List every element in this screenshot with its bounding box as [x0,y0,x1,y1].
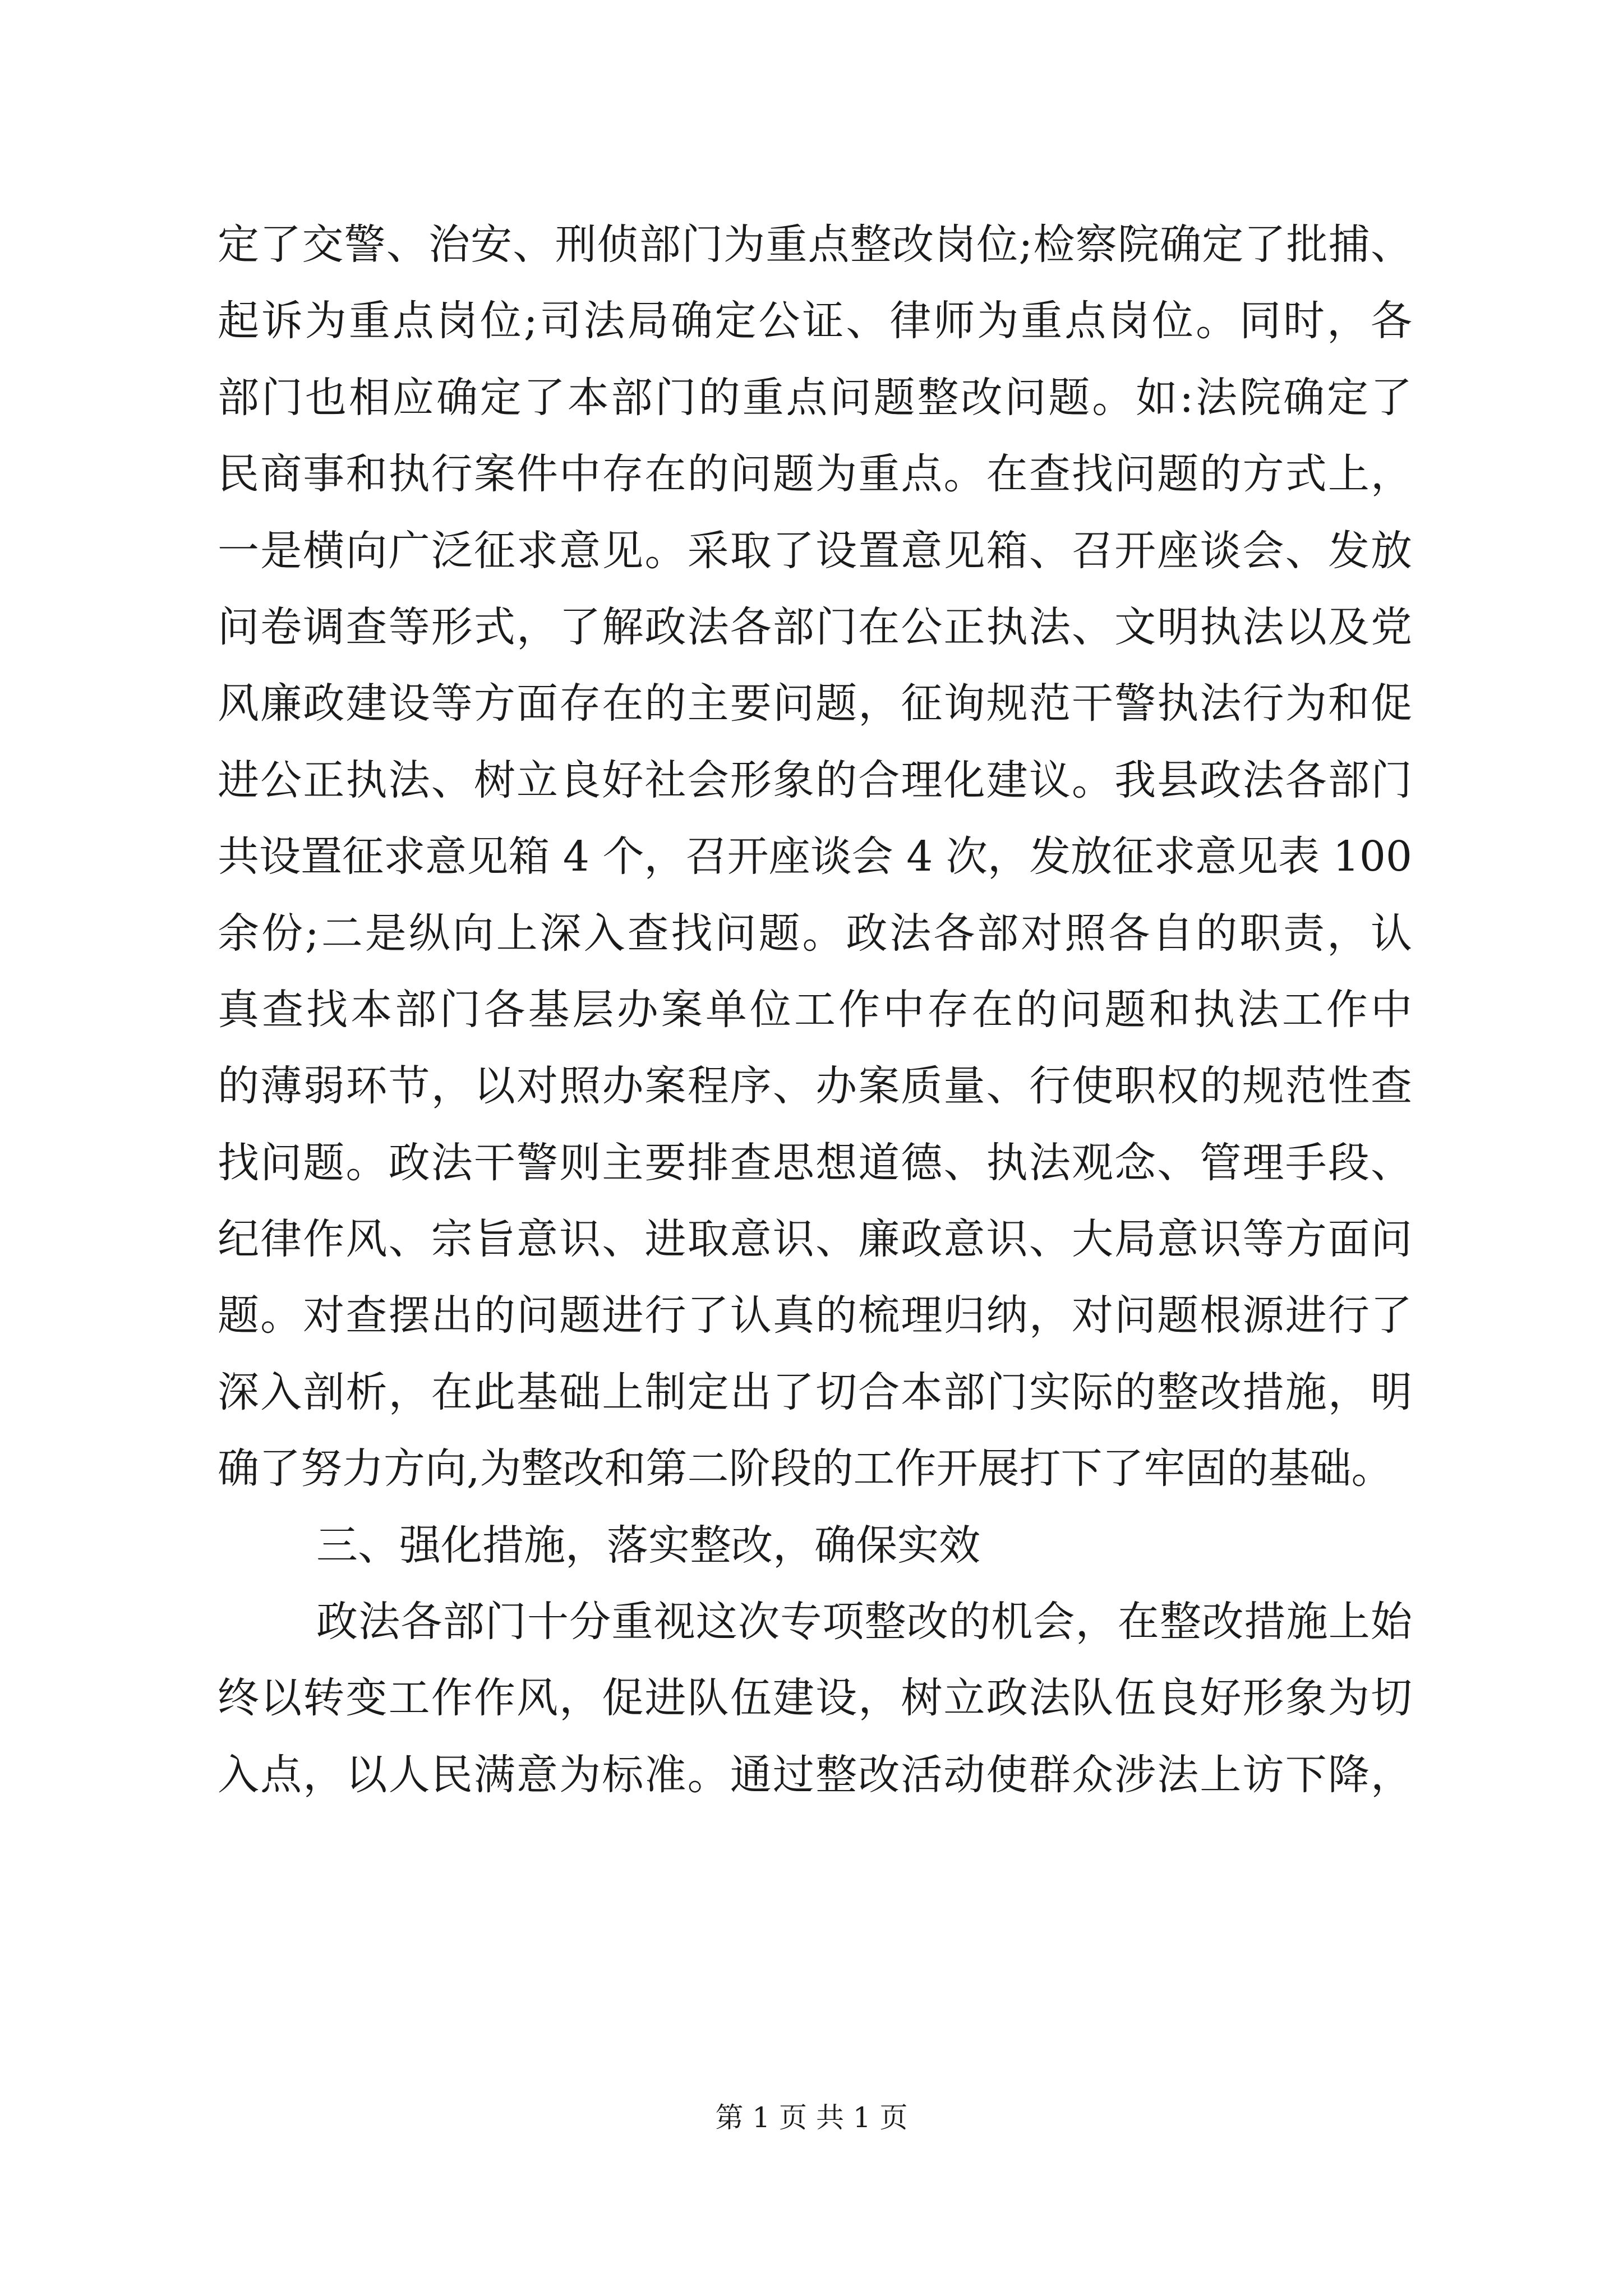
text-line-12: 的薄弱环节，以对照办案程序、办案质量、行使职权的规范性查 [218,1062,1412,1111]
text-line-20: 终以转变工作作风，促进队伍建设，树立政法队伍良好形象为切 [218,1674,1412,1723]
text-line-3: 部门也相应确定了本部门的重点问题整改问题。如:法院确定了 [218,373,1412,422]
text-line-6: 问卷调查等形式，了解政法各部门在公正执法、文明执法以及党 [218,602,1412,651]
text-line-9: 共设置征求意见箱 4 个，召开座谈会 4 次，发放征求意见表 100 [218,832,1412,881]
text-line-19: 政法各部门十分重视这次专项整改的机会，在整改措施上始 [316,1598,1412,1646]
text-line-21: 入点，以人民满意为标准。通过整改活动使群众涉法上访下降， [218,1750,1412,1799]
text-line-13: 找问题。政法干警则主要排查思想道德、执法观念、管理手段、 [218,1138,1412,1187]
text-line-11: 真查找本部门各基层办案单位工作中存在的问题和执法工作中 [218,985,1412,1034]
text-line-5: 一是横向广泛征求意见。采取了设置意见箱、召开座谈会、发放 [218,526,1412,575]
page-number-footer: 第 1 页 共 1 页 [715,2101,908,2134]
body-text [218,206,1412,1813]
text-line-17: 确了努力方向,为整改和第二阶段的工作开展打下了牢固的基础。 [218,1444,1393,1493]
text-line-15: 题。对查摆出的问题进行了认真的梳理归纳，对问题根源进行了 [218,1291,1412,1340]
text-line-7: 风廉政建设等方面存在的主要问题，征询规范干警执法行为和促 [218,679,1412,728]
text-line-14: 纪律作风、宗旨意识、进取意识、廉政意识、大局意识等方面问 [218,1215,1412,1264]
text-line-1: 定了交警、治安、刑侦部门为重点整改岗位;检察院确定了批捕、 [218,220,1412,269]
text-line-2: 起诉为重点岗位;司法局确定公证、律师为重点岗位。同时，各 [218,297,1412,346]
section-heading: 三、强化措施，落实整改，确保实效 [316,1521,980,1570]
text-line-16: 深入剖析，在此基础上制定出了切合本部门实际的整改措施，明 [218,1368,1412,1416]
text-line-4: 民商事和执行案件中存在的问题为重点。在查找问题的方式上， [218,450,1412,499]
text-line-8: 进公正执法、树立良好社会形象的合理化建议。我县政法各部门 [218,756,1412,804]
text-line-10: 余份;二是纵向上深入查找问题。政法各部对照各自的职责，认 [218,909,1412,958]
